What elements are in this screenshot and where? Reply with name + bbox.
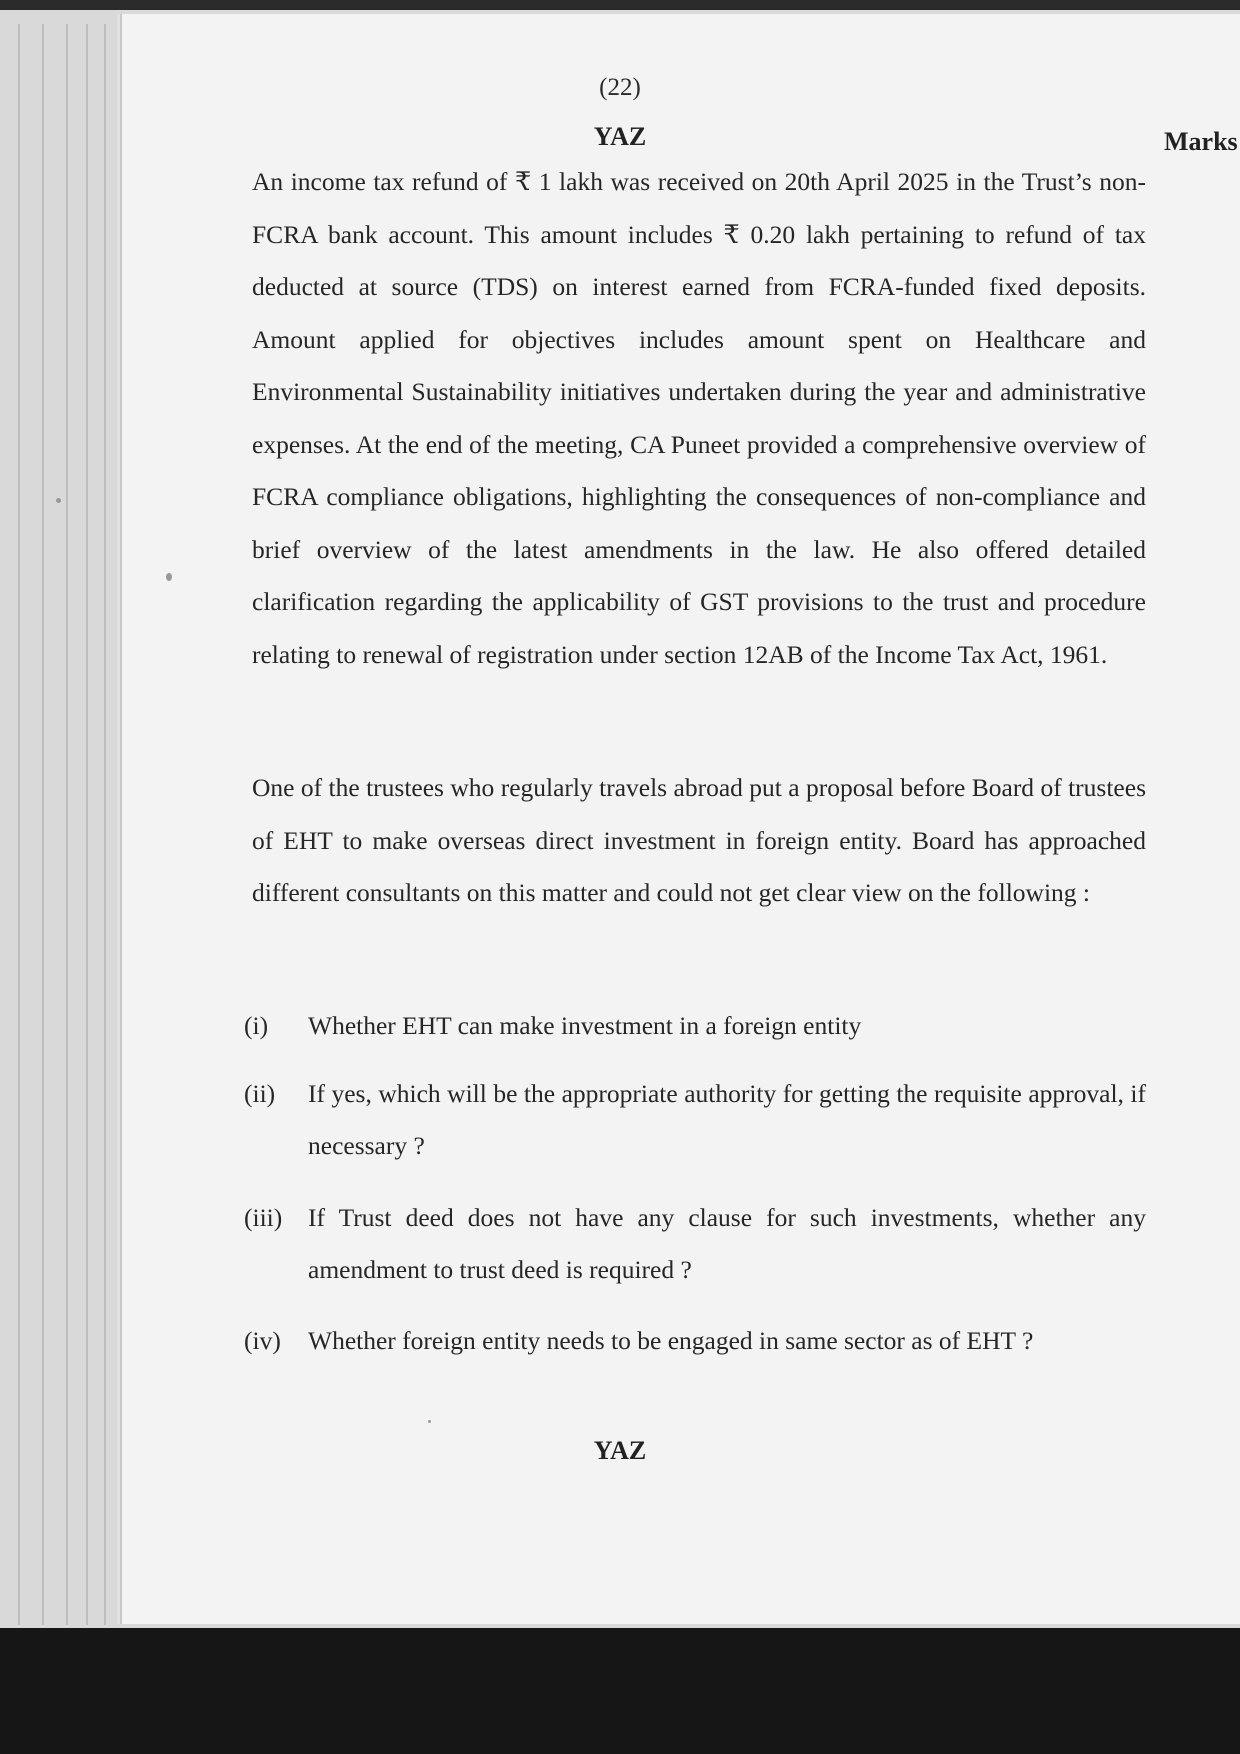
question-item bbox=[244, 1192, 1146, 1296]
question-number: (iv) bbox=[244, 1326, 281, 1355]
scan-speck bbox=[428, 1420, 431, 1423]
paper-code-footer: YAZ bbox=[593, 1436, 647, 1465]
stack-edge bbox=[86, 24, 88, 1625]
stack-edge bbox=[18, 24, 20, 1625]
question-text: If yes, which will be the appropriate authority for getting the requisite approval, if necessary ? bbox=[308, 1079, 1146, 1160]
question-item bbox=[244, 1000, 1146, 1052]
scan-speck bbox=[56, 498, 61, 503]
question-number: (i) bbox=[244, 1011, 269, 1040]
question-text: Whether EHT can make investment in a foreign entity bbox=[308, 1011, 862, 1040]
question-number: (ii) bbox=[244, 1079, 276, 1108]
scan-background-bottom bbox=[0, 1628, 1240, 1754]
paragraph-overseas-investment: One of the trustees who regularly travels abroad put a proposal before Board of trustees of EHT to make overseas direct investment in foreign entity. Board has approached different consultants on this matter and could not get clear view on the following : bbox=[252, 773, 1146, 907]
question-text: If Trust deed does not have any clause for such investments, whether any amendment to trust deed is required ? bbox=[308, 1203, 1146, 1284]
stack-edge bbox=[66, 24, 68, 1625]
paragraph-income-tax-refund: An income tax refund of ₹ 1 lakh was received on 20th April 2025 in the Trust’s non-FCRA bank account. This amount includes ₹ 0.20 lakh pertaining to refund of tax deducted at source (TDS) on interest earned from FCRA-funded fixed deposits. Amount applied for objectives includes amount spent on Healthcare and Environmental Sustainability initiatives undertaken during the year and administrative expenses. At the end of the meeting, CA Puneet provided a comprehensive overview of FCRA compliance obligations, highlighting the consequences of non-compliance and brief overview of the latest amendments in the law. He also offered detailed clarification regarding the applicability of GST provisions to the trust and procedure relating to renewal of registration under section 12AB of the Income Tax Act, 1961. bbox=[252, 167, 1146, 669]
page-number: (22) bbox=[599, 74, 641, 101]
question-item bbox=[244, 1315, 1146, 1367]
question-item bbox=[244, 1068, 1146, 1172]
question-text: Whether foreign entity needs to be engaged in same sector as of EHT ? bbox=[308, 1326, 1034, 1355]
scan-speck bbox=[166, 573, 172, 581]
stack-edge bbox=[104, 24, 106, 1625]
stack-edge bbox=[42, 24, 44, 1625]
paper-code-header: YAZ bbox=[593, 122, 647, 151]
marks-label: Marks bbox=[1164, 127, 1238, 156]
question-number: (iii) bbox=[244, 1203, 283, 1232]
